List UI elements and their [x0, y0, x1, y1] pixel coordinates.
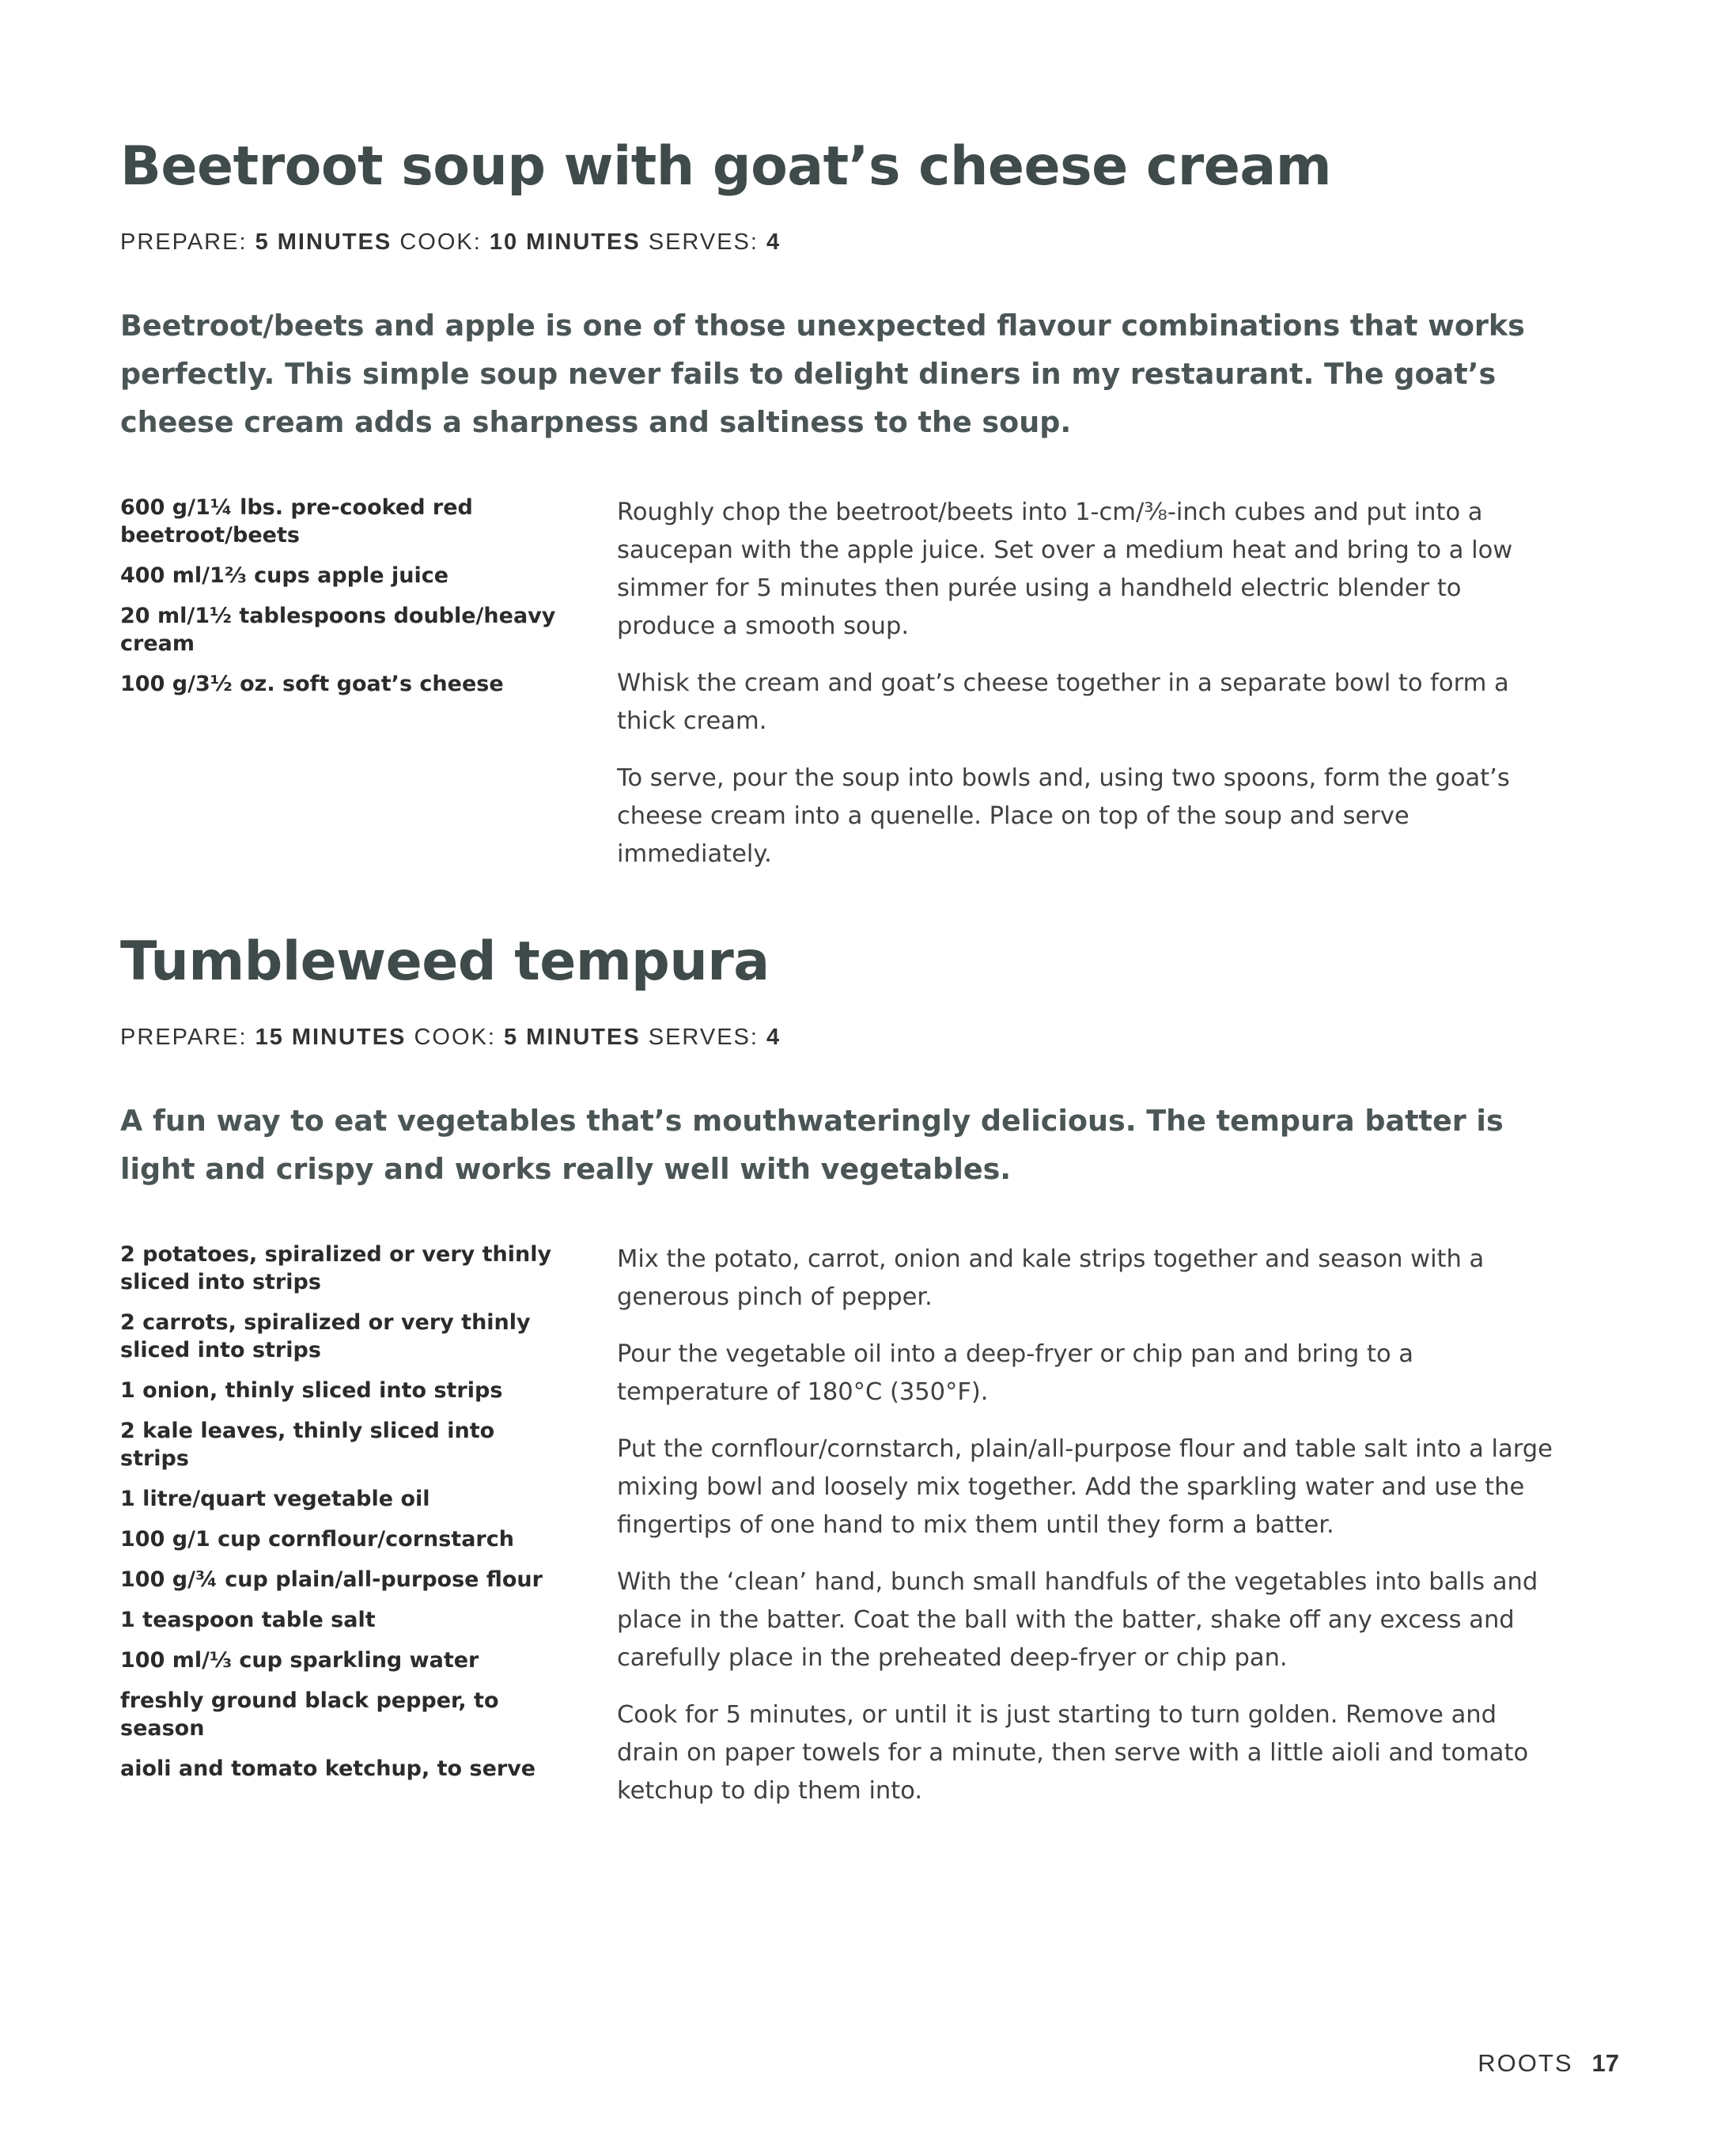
serves-label: SERVES:: [648, 229, 759, 255]
recipe-tumbleweed-tempura: [120, 930, 1584, 1829]
ingredients-list: [120, 1241, 563, 1795]
prepare-label: PREPARE:: [120, 229, 248, 255]
serves-value: 4: [766, 229, 781, 255]
method-step: Roughly chop the beetroot/beets into 1-cm/⅜-inch cubes and put into a saucepan with the apple juice. Set over a medium heat and bring to a low simmer for 5 minutes then purée using a handheld electric blender to produce a smooth soup.: [617, 498, 1513, 640]
ingredient-item: 400 ml/1⅔ cups apple juice: [120, 563, 449, 588]
method-step: To serve, pour the soup into bowls and, using two spoons, form the goat’s cheese cream into a quenelle. Place on top of the soup and serve immediately.: [617, 764, 1510, 868]
ingredient-item: 2 potatoes, spiralized or very thinly sliced into strips: [120, 1241, 552, 1294]
recipe-body: [120, 494, 1584, 873]
ingredient-item: 1 litre/quart vegetable oil: [120, 1486, 430, 1511]
prepare-value: 15 MINUTES: [255, 1024, 407, 1050]
recipe-title: Tumbleweed tempura: [120, 930, 770, 993]
recipe-meta: [120, 1025, 1584, 1051]
ingredient-item: 20 ml/1½ tablespoons double/heavy cream: [120, 603, 556, 656]
ingredient-item: 2 carrots, spiralized or very thinly sliced into strips: [120, 1309, 531, 1362]
ingredient-item: aioli and tomato ketchup, to serve: [120, 1756, 536, 1781]
method-step: Mix the potato, carrot, onion and kale strips together and season with a generous pinch of pepper.: [617, 1245, 1485, 1311]
ingredient-item: 100 g/3½ oz. soft goat’s cheese: [120, 671, 504, 696]
prepare-value: 5 MINUTES: [255, 229, 392, 255]
section-name: ROOTS: [1478, 2049, 1573, 2077]
recipe-meta: [120, 229, 1584, 256]
cook-label: COOK:: [414, 1024, 496, 1050]
method-step: Pour the vegetable oil into a deep-fryer or chip pan and bring to a temperature of 180°C (350°F).: [617, 1339, 1413, 1406]
ingredient-item: freshly ground black pepper, to season: [120, 1688, 499, 1741]
method-step: Whisk the cream and goat’s cheese together in a separate bowl to form a thick cream.: [617, 669, 1509, 735]
recipe-beetroot-soup: [120, 135, 1584, 892]
method-steps: [617, 1241, 1566, 1810]
serves-value: 4: [766, 1024, 781, 1050]
ingredient-item: 100 ml/⅓ cup sparkling water: [120, 1647, 479, 1673]
serves-label: SERVES:: [648, 1024, 759, 1050]
method-steps: [617, 494, 1566, 873]
prepare-label: PREPARE:: [120, 1024, 248, 1050]
cook-value: 10 MINUTES: [489, 229, 641, 255]
recipe-intro: A fun way to eat vegetables that’s mouthwateringly delicious. The tempura batter is light and crispy and works really well with vegetables.: [120, 1103, 1504, 1186]
ingredients-list: [120, 494, 563, 710]
ingredient-item: 100 g/¾ cup plain/all-purpose flour: [120, 1567, 543, 1592]
recipe-intro: Beetroot/beets and apple is one of those unexpected flavour combinations that works perfectly. This simple soup never fails to delight diners in my restaurant. The goat’s cheese cream adds a sharpness and saltiness to the soup.: [120, 308, 1525, 439]
ingredient-item: 1 onion, thinly sliced into strips: [120, 1377, 503, 1403]
cook-value: 5 MINUTES: [504, 1024, 641, 1050]
method-step: With the ‘clean’ hand, bunch small handfuls of the vegetables into balls and place in the batter. Coat the ball with the batter, shake off any excess and carefully place in the preheated deep-fryer or chip pan.: [617, 1567, 1538, 1672]
cook-label: COOK:: [399, 229, 482, 255]
recipe-body: [120, 1241, 1584, 1810]
method-step: Put the cornflour/cornstarch, plain/all-purpose flour and table salt into a large mixing bowl and loosely mix together. Add the sparkling water and use the fingertips of one hand to mix them until they form a batter.: [617, 1434, 1553, 1539]
ingredient-item: 2 kale leaves, thinly sliced into strips: [120, 1418, 495, 1471]
ingredient-item: 600 g/1¼ lbs. pre-cooked red beetroot/beets: [120, 494, 473, 548]
recipe-title: Beetroot soup with goat’s cheese cream: [120, 135, 1332, 198]
page-footer: [1478, 2049, 1619, 2078]
method-step: Cook for 5 minutes, or until it is just starting to turn golden. Remove and drain on paper towels for a minute, then serve with a little aioli and tomato ketchup to dip them into.: [617, 1700, 1529, 1805]
page-number: 17: [1591, 2049, 1619, 2077]
ingredient-item: 100 g/1 cup cornflour/cornstarch: [120, 1526, 514, 1552]
ingredient-item: 1 teaspoon table salt: [120, 1607, 376, 1632]
